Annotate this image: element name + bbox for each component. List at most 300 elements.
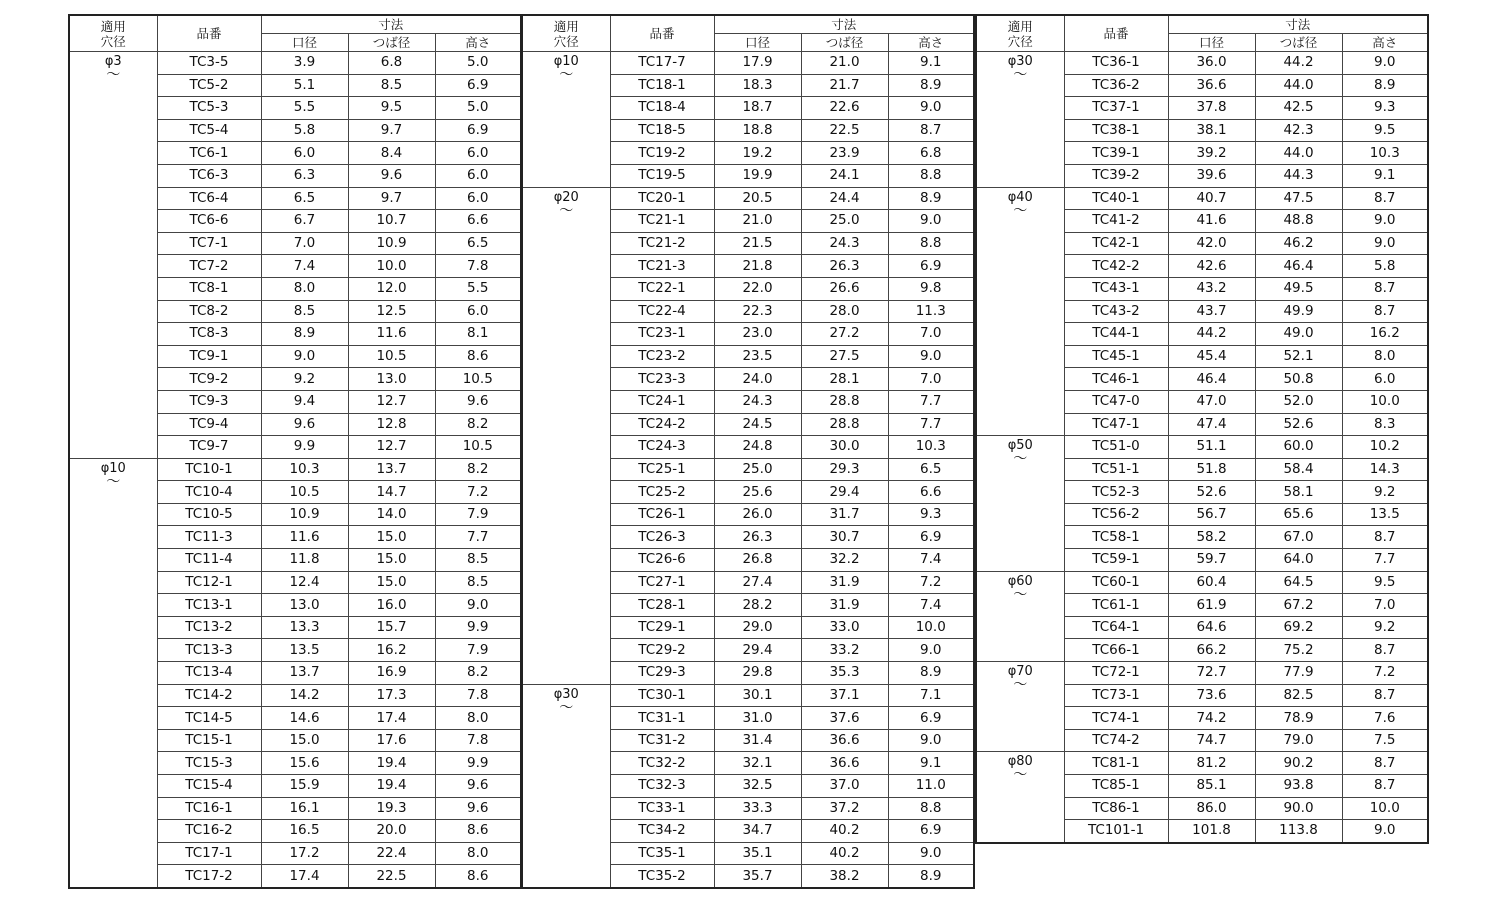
bore-cell: 18.7 [714,97,801,120]
part-number-cell: TC61-1 [1064,594,1168,617]
part-number-cell: TC11-4 [157,549,261,572]
height-cell: 7.2 [888,571,974,594]
bore-cell: 18.8 [714,119,801,142]
bore-cell: 26.3 [714,526,801,549]
height-cell: 9.1 [888,752,974,775]
height-cell: 10.0 [1342,390,1428,413]
part-number-cell: TC18-5 [610,119,714,142]
flange-cell: 33.2 [801,639,888,662]
range-tilde: ～ [106,473,121,490]
table-row [522,684,974,707]
table-row [69,52,521,75]
height-cell: 6.0 [435,164,521,187]
part-number-cell: TC42-2 [1064,255,1168,278]
flange-cell: 69.2 [1255,616,1342,639]
bore-cell: 6.0 [261,142,348,165]
height-cell: 8.0 [1342,345,1428,368]
height-cell: 8.8 [888,164,974,187]
height-cell: 9.9 [435,752,521,775]
bore-cell: 26.0 [714,503,801,526]
bore-cell: 29.4 [714,639,801,662]
header-height: 高さ [1342,34,1428,52]
part-number-cell: TC15-4 [157,775,261,798]
bore-cell: 6.7 [261,210,348,233]
part-number-cell: TC10-5 [157,503,261,526]
part-number-cell: TC3-5 [157,52,261,75]
height-cell: 9.0 [1342,52,1428,75]
bore-cell: 14.6 [261,707,348,730]
height-cell: 7.8 [435,255,521,278]
bore-cell: 30.1 [714,684,801,707]
height-cell: 7.9 [435,639,521,662]
part-number-cell: TC35-1 [610,842,714,865]
flange-cell: 26.3 [801,255,888,278]
flange-cell: 82.5 [1255,684,1342,707]
height-cell: 9.3 [1342,97,1428,120]
header-applicable-hole [69,15,157,52]
height-cell: 7.0 [888,368,974,391]
bore-cell: 13.0 [261,594,348,617]
hole-size-label: φ30 [1007,54,1033,69]
part-number-cell: TC29-2 [610,639,714,662]
bore-cell: 38.1 [1168,119,1255,142]
part-number-cell: TC14-2 [157,684,261,707]
part-number-cell: TC21-3 [610,255,714,278]
part-number-cell: TC31-1 [610,707,714,730]
range-tilde: ～ [1013,767,1028,784]
hole-size-cell [976,436,1064,572]
bore-cell: 9.9 [261,436,348,459]
flange-cell: 35.3 [801,662,888,685]
part-number-cell: TC15-3 [157,752,261,775]
bore-cell: 7.0 [261,232,348,255]
height-cell: 8.8 [888,797,974,820]
bore-cell: 47.0 [1168,390,1255,413]
flange-cell: 58.4 [1255,458,1342,481]
part-number-cell: TC13-3 [157,639,261,662]
bore-cell: 24.8 [714,436,801,459]
bore-cell: 42.0 [1168,232,1255,255]
bore-cell: 31.4 [714,729,801,752]
height-cell: 7.2 [435,481,521,504]
flange-cell: 8.4 [348,142,435,165]
height-cell: 9.0 [888,639,974,662]
bore-cell: 6.3 [261,164,348,187]
table-row [976,436,1428,459]
header-row [69,15,521,34]
flange-cell: 46.4 [1255,255,1342,278]
part-number-cell: TC24-1 [610,390,714,413]
part-number-cell: TC9-7 [157,436,261,459]
hole-size-label: φ50 [1007,438,1033,454]
flange-cell: 50.8 [1255,368,1342,391]
flange-cell: 20.0 [348,820,435,843]
flange-cell: 49.9 [1255,300,1342,323]
height-cell: 8.7 [1342,187,1428,210]
height-cell: 8.6 [435,345,521,368]
part-number-cell: TC33-1 [610,797,714,820]
bore-cell: 85.1 [1168,775,1255,798]
flange-cell: 21.7 [801,74,888,97]
flange-cell: 90.2 [1255,752,1342,775]
height-cell: 9.5 [1342,571,1428,594]
height-cell: 6.0 [435,300,521,323]
part-number-cell: TC60-1 [1064,571,1168,594]
bore-cell: 101.8 [1168,820,1255,843]
height-cell: 5.5 [435,277,521,300]
part-number-cell: TC31-2 [610,729,714,752]
part-number-cell: TC5-2 [157,74,261,97]
height-cell: 8.2 [435,458,521,481]
bore-cell: 7.4 [261,255,348,278]
part-number-cell: TC22-4 [610,300,714,323]
bore-cell: 36.6 [1168,74,1255,97]
bore-cell: 5.8 [261,119,348,142]
header-bore: 口径 [261,34,348,52]
height-cell: 6.9 [435,119,521,142]
hole-size-label: φ30 [553,686,579,702]
bore-cell: 9.2 [261,368,348,391]
bore-cell: 25.0 [714,458,801,481]
height-cell: 8.7 [1342,300,1428,323]
header-hole-line2: 穴径 [100,33,126,49]
flange-cell: 17.4 [348,707,435,730]
bore-cell: 12.4 [261,571,348,594]
hole-size-cell [976,752,1064,843]
part-number-cell: TC8-2 [157,300,261,323]
bore-cell: 16.5 [261,820,348,843]
height-cell: 7.0 [888,323,974,346]
height-cell: 9.6 [435,390,521,413]
hole-size-label: φ10 [553,54,579,69]
height-cell: 9.0 [435,594,521,617]
flange-cell: 64.5 [1255,571,1342,594]
height-cell: 9.0 [888,729,974,752]
bore-cell: 37.8 [1168,97,1255,120]
flange-cell: 65.6 [1255,503,1342,526]
part-number-cell: TC36-2 [1064,74,1168,97]
bore-cell: 14.2 [261,684,348,707]
flange-cell: 113.8 [1255,820,1342,843]
part-number-cell: TC35-2 [610,865,714,888]
part-number-cell: TC52-3 [1064,481,1168,504]
part-number-cell: TC58-1 [1064,526,1168,549]
flange-cell: 31.9 [801,571,888,594]
flange-cell: 9.6 [348,164,435,187]
hole-size-label: φ3 [104,54,122,69]
height-cell: 8.9 [888,662,974,685]
flange-cell: 10.0 [348,255,435,278]
part-number-cell: TC38-1 [1064,119,1168,142]
range-tilde: ～ [1013,677,1028,694]
bore-cell: 86.0 [1168,797,1255,820]
part-number-cell: TC28-1 [610,594,714,617]
part-number-cell: TC37-1 [1064,97,1168,120]
bore-cell: 42.6 [1168,255,1255,278]
height-cell: 7.7 [435,526,521,549]
height-cell: 8.7 [1342,684,1428,707]
flange-cell: 90.0 [1255,797,1342,820]
spec-table-block [975,14,1429,844]
flange-cell: 30.7 [801,526,888,549]
flange-cell: 16.0 [348,594,435,617]
height-cell: 6.9 [888,255,974,278]
height-cell: 8.9 [1342,74,1428,97]
part-number-cell: TC25-2 [610,481,714,504]
header-row [522,15,974,34]
bore-cell: 35.1 [714,842,801,865]
part-number-cell: TC24-2 [610,413,714,436]
bore-cell: 40.7 [1168,187,1255,210]
bore-cell: 56.7 [1168,503,1255,526]
bore-cell: 58.2 [1168,526,1255,549]
height-cell: 6.9 [435,74,521,97]
flange-cell: 44.0 [1255,142,1342,165]
bore-cell: 11.6 [261,526,348,549]
flange-cell: 21.0 [801,52,888,75]
flange-cell: 67.0 [1255,526,1342,549]
bore-cell: 32.1 [714,752,801,775]
bore-cell: 13.3 [261,616,348,639]
part-number-cell: TC42-1 [1064,232,1168,255]
height-cell: 7.7 [888,390,974,413]
height-cell: 7.8 [435,684,521,707]
range-tilde: ～ [559,202,574,219]
part-number-cell: TC45-1 [1064,345,1168,368]
height-cell: 10.3 [888,436,974,459]
part-number-cell: TC26-6 [610,549,714,572]
flange-cell: 52.0 [1255,390,1342,413]
flange-cell: 24.4 [801,187,888,210]
flange-cell: 9.7 [348,119,435,142]
flange-cell: 42.5 [1255,97,1342,120]
flange-cell: 44.2 [1255,52,1342,75]
flange-cell: 15.0 [348,526,435,549]
height-cell: 8.7 [1342,775,1428,798]
height-cell: 10.3 [1342,142,1428,165]
flange-cell: 15.0 [348,549,435,572]
header-height: 高さ [435,34,521,52]
height-cell: 6.6 [888,481,974,504]
header-hole-line2: 穴径 [1007,33,1033,49]
bore-cell: 73.6 [1168,684,1255,707]
part-number-cell: TC23-1 [610,323,714,346]
spec-table-block [521,14,975,889]
table-row [522,52,974,75]
part-number-cell: TC6-4 [157,187,261,210]
flange-cell: 23.9 [801,142,888,165]
height-cell: 5.0 [435,52,521,75]
bore-cell: 60.4 [1168,571,1255,594]
bore-cell: 31.0 [714,707,801,730]
range-tilde: ～ [1013,67,1028,83]
part-number-cell: TC39-1 [1064,142,1168,165]
bore-cell: 21.5 [714,232,801,255]
height-cell: 8.7 [1342,277,1428,300]
height-cell: 9.0 [888,842,974,865]
bore-cell: 3.9 [261,52,348,75]
flange-cell: 79.0 [1255,729,1342,752]
header-height: 高さ [888,34,974,52]
height-cell: 11.3 [888,300,974,323]
height-cell: 8.6 [435,820,521,843]
part-number-cell: TC44-1 [1064,323,1168,346]
flange-cell: 48.8 [1255,210,1342,233]
header-bore: 口径 [714,34,801,52]
flange-cell: 22.4 [348,842,435,865]
flange-cell: 17.6 [348,729,435,752]
part-number-cell: TC46-1 [1064,368,1168,391]
part-number-cell: TC23-2 [610,345,714,368]
height-cell: 8.9 [888,865,974,888]
flange-cell: 40.2 [801,820,888,843]
flange-cell: 12.0 [348,277,435,300]
flange-cell: 64.0 [1255,549,1342,572]
flange-cell: 29.4 [801,481,888,504]
flange-cell: 12.7 [348,436,435,459]
part-number-cell: TC6-6 [157,210,261,233]
part-number-cell: TC9-3 [157,390,261,413]
range-tilde: ～ [1013,451,1028,468]
flange-cell: 30.0 [801,436,888,459]
height-cell: 7.5 [1342,729,1428,752]
header-part-number: 品番 [157,15,261,52]
range-tilde: ～ [1013,202,1028,219]
hole-size-label: φ40 [1007,189,1033,205]
flange-cell: 37.1 [801,684,888,707]
height-cell: 8.2 [435,662,521,685]
bore-cell: 23.0 [714,323,801,346]
part-number-cell: TC14-5 [157,707,261,730]
flange-cell: 37.6 [801,707,888,730]
part-number-cell: TC30-1 [610,684,714,707]
bore-cell: 43.2 [1168,277,1255,300]
height-cell: 5.0 [435,97,521,120]
flange-cell: 24.3 [801,232,888,255]
bore-cell: 27.4 [714,571,801,594]
bore-cell: 23.5 [714,345,801,368]
height-cell: 16.2 [1342,323,1428,346]
range-tilde: ～ [106,67,121,83]
hole-size-cell [976,187,1064,436]
part-number-cell: TC13-1 [157,594,261,617]
height-cell: 6.0 [435,142,521,165]
part-number-cell: TC85-1 [1064,775,1168,798]
bore-cell: 9.0 [261,345,348,368]
header-dimensions: 寸法 [1168,15,1428,34]
bore-cell: 24.0 [714,368,801,391]
height-cell: 9.0 [888,345,974,368]
hole-size-cell [69,458,157,888]
part-number-cell: TC56-2 [1064,503,1168,526]
bore-cell: 11.8 [261,549,348,572]
flange-cell: 10.7 [348,210,435,233]
bore-cell: 29.8 [714,662,801,685]
part-number-cell: TC51-0 [1064,436,1168,459]
part-number-cell: TC9-1 [157,345,261,368]
part-number-cell: TC86-1 [1064,797,1168,820]
bore-cell: 13.7 [261,662,348,685]
flange-cell: 52.1 [1255,345,1342,368]
flange-cell: 15.0 [348,571,435,594]
height-cell: 7.7 [1342,549,1428,572]
height-cell: 9.0 [1342,232,1428,255]
bore-cell: 43.7 [1168,300,1255,323]
part-number-cell: TC9-4 [157,413,261,436]
height-cell: 8.3 [1342,413,1428,436]
flange-cell: 11.6 [348,323,435,346]
flange-cell: 29.3 [801,458,888,481]
flange-cell: 38.2 [801,865,888,888]
flange-cell: 60.0 [1255,436,1342,459]
flange-cell: 32.2 [801,549,888,572]
hole-size-cell [976,52,1064,188]
part-number-cell: TC20-1 [610,187,714,210]
height-cell: 8.8 [888,232,974,255]
bore-cell: 41.6 [1168,210,1255,233]
flange-cell: 31.7 [801,503,888,526]
part-number-cell: TC5-3 [157,97,261,120]
height-cell: 10.2 [1342,436,1428,459]
height-cell: 6.9 [888,526,974,549]
bore-cell: 26.8 [714,549,801,572]
height-cell: 7.2 [1342,662,1428,685]
bore-cell: 20.5 [714,187,801,210]
height-cell: 8.7 [1342,752,1428,775]
part-number-cell: TC40-1 [1064,187,1168,210]
table-row [522,187,974,210]
table-row [976,571,1428,594]
header-applicable-hole [976,15,1064,52]
part-number-cell: TC32-3 [610,775,714,798]
height-cell: 8.5 [435,571,521,594]
flange-cell: 47.5 [1255,187,1342,210]
flange-cell: 49.0 [1255,323,1342,346]
bore-cell: 15.0 [261,729,348,752]
height-cell: 8.9 [888,187,974,210]
flange-cell: 31.9 [801,594,888,617]
flange-cell: 22.5 [348,865,435,888]
flange-cell: 37.2 [801,797,888,820]
flange-cell: 77.9 [1255,662,1342,685]
flange-cell: 42.3 [1255,119,1342,142]
bore-cell: 81.2 [1168,752,1255,775]
bore-cell: 24.5 [714,413,801,436]
part-number-cell: TC19-5 [610,164,714,187]
bore-cell: 74.7 [1168,729,1255,752]
bore-cell: 17.9 [714,52,801,75]
hole-size-label: φ70 [1007,664,1033,680]
flange-cell: 15.7 [348,616,435,639]
flange-cell: 8.5 [348,74,435,97]
part-number-cell: TC7-1 [157,232,261,255]
flange-cell: 37.0 [801,775,888,798]
height-cell: 6.9 [888,707,974,730]
part-number-cell: TC17-1 [157,842,261,865]
part-number-cell: TC5-4 [157,119,261,142]
height-cell: 9.0 [888,210,974,233]
height-cell: 6.6 [435,210,521,233]
flange-cell: 49.5 [1255,277,1342,300]
height-cell: 9.6 [435,797,521,820]
part-number-cell: TC34-2 [610,820,714,843]
height-cell: 13.5 [1342,503,1428,526]
part-number-cell: TC25-1 [610,458,714,481]
bore-cell: 36.0 [1168,52,1255,75]
table-row [69,458,521,481]
header-bore: 口径 [1168,34,1255,52]
height-cell: 14.3 [1342,458,1428,481]
